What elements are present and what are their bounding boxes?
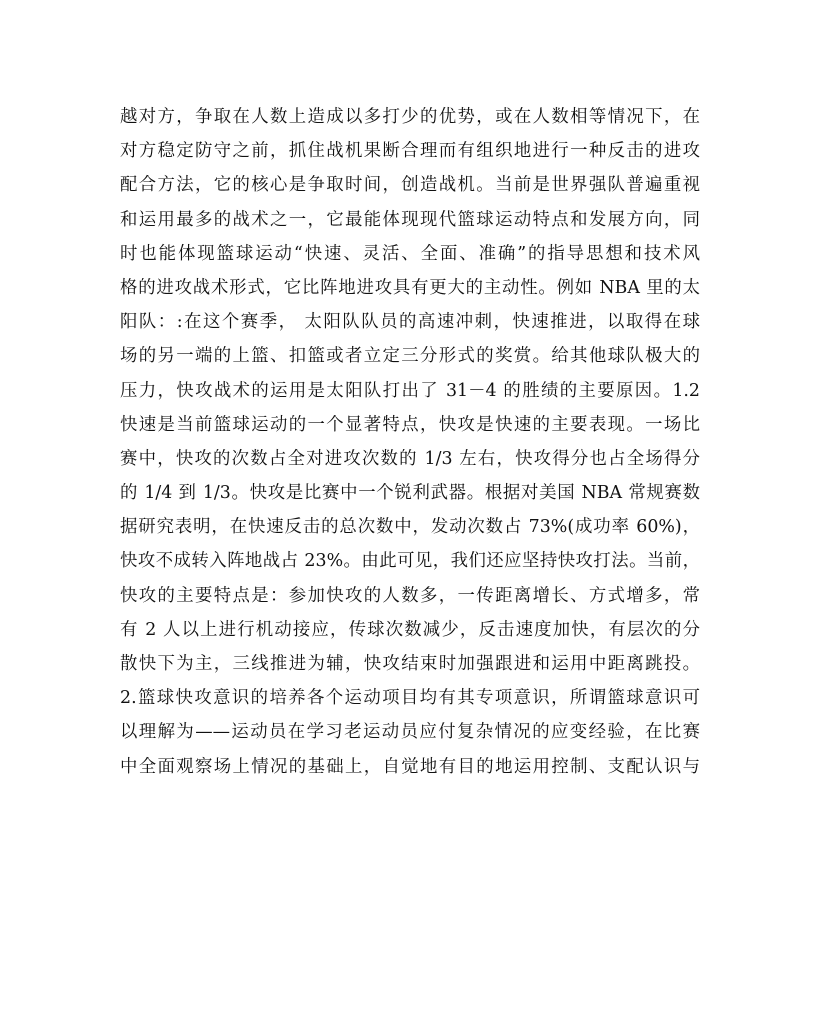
text-line-15: 快攻的主要特点是：参加快攻的人数多，一传距离增长、方式增多，常 <box>120 585 700 606</box>
text-line-7: 阳队：:在这个赛季， 太阳队队员的高速冲刺，快速推进，以取得在球 <box>120 312 700 333</box>
text-line-13: 据研究表明，在快速反击的总次数中，发动次数占 73%(成功率 60%)， <box>120 517 700 538</box>
text-line-3: 配合方法，它的核心是争取时间，创造战机。当前是世界强队普遍重视 <box>120 175 700 196</box>
text-line-11: 赛中，快攻的次数占全对进攻次数的 1/3 左右，快攻得分也占全场得分 <box>120 448 700 469</box>
text-line-20: 中全面观察场上情况的基础上，自觉地有目的地运用控制、支配认识与 <box>120 756 700 777</box>
text-line-8: 场的另一端的上篮、扣篮或者立定三分形式的奖赏。给其他球队极大的 <box>120 346 700 367</box>
text-line-9: 压力，快攻战术的运用是太阳队打出了 31－4 的胜绩的主要原因。1.2 <box>120 380 700 401</box>
text-line-1: 越对方，争取在人数上造成以多打少的优势，或在人数相等情况下，在 <box>120 107 700 127</box>
text-line-2: 对方稳定防守之前，抓住战机果断合理而有组织地进行一种反击的进攻 <box>120 141 700 162</box>
text-line-18: 2.篮球快攻意识的培养各个运动项目均有其专项意识，所谓篮球意识可 <box>120 688 700 709</box>
text-line-17: 散快下为主，三线推进为辅，快攻结束时加强跟进和运用中距离跳投。 <box>120 654 700 674</box>
text-line-14: 快攻不成转入阵地战占 23%。由此可见，我们还应坚持快攻打法。当前， <box>120 551 700 572</box>
body-text <box>120 100 700 784</box>
text-line-16: 有 2 人以上进行机动接应，传球次数减少，反击速度加快，有层次的分 <box>120 619 700 640</box>
text-line-6: 格的进攻战术形式，它比阵地进攻具有更大的主动性。例如 NBA 里的太 <box>120 277 700 298</box>
text-line-4: 和运用最多的战术之一，它最能体现现代篮球运动特点和发展方向，同 <box>120 209 700 230</box>
text-line-5: 时也能体现篮球运动“快速、灵活、全面、准确”的指导思想和技术风 <box>120 243 700 264</box>
text-line-10: 快速是当前篮球运动的一个显著特点，快攻是快速的主要表现。一场比 <box>120 414 700 435</box>
text-line-19: 以理解为——运动员在学习老运动员应付复杂情况的应变经验，在比赛 <box>120 722 700 743</box>
text-line-12: 的 1/4 到 1/3。快攻是比赛中一个锐利武器。根据对美国 NBA 常规赛数 <box>120 483 700 504</box>
